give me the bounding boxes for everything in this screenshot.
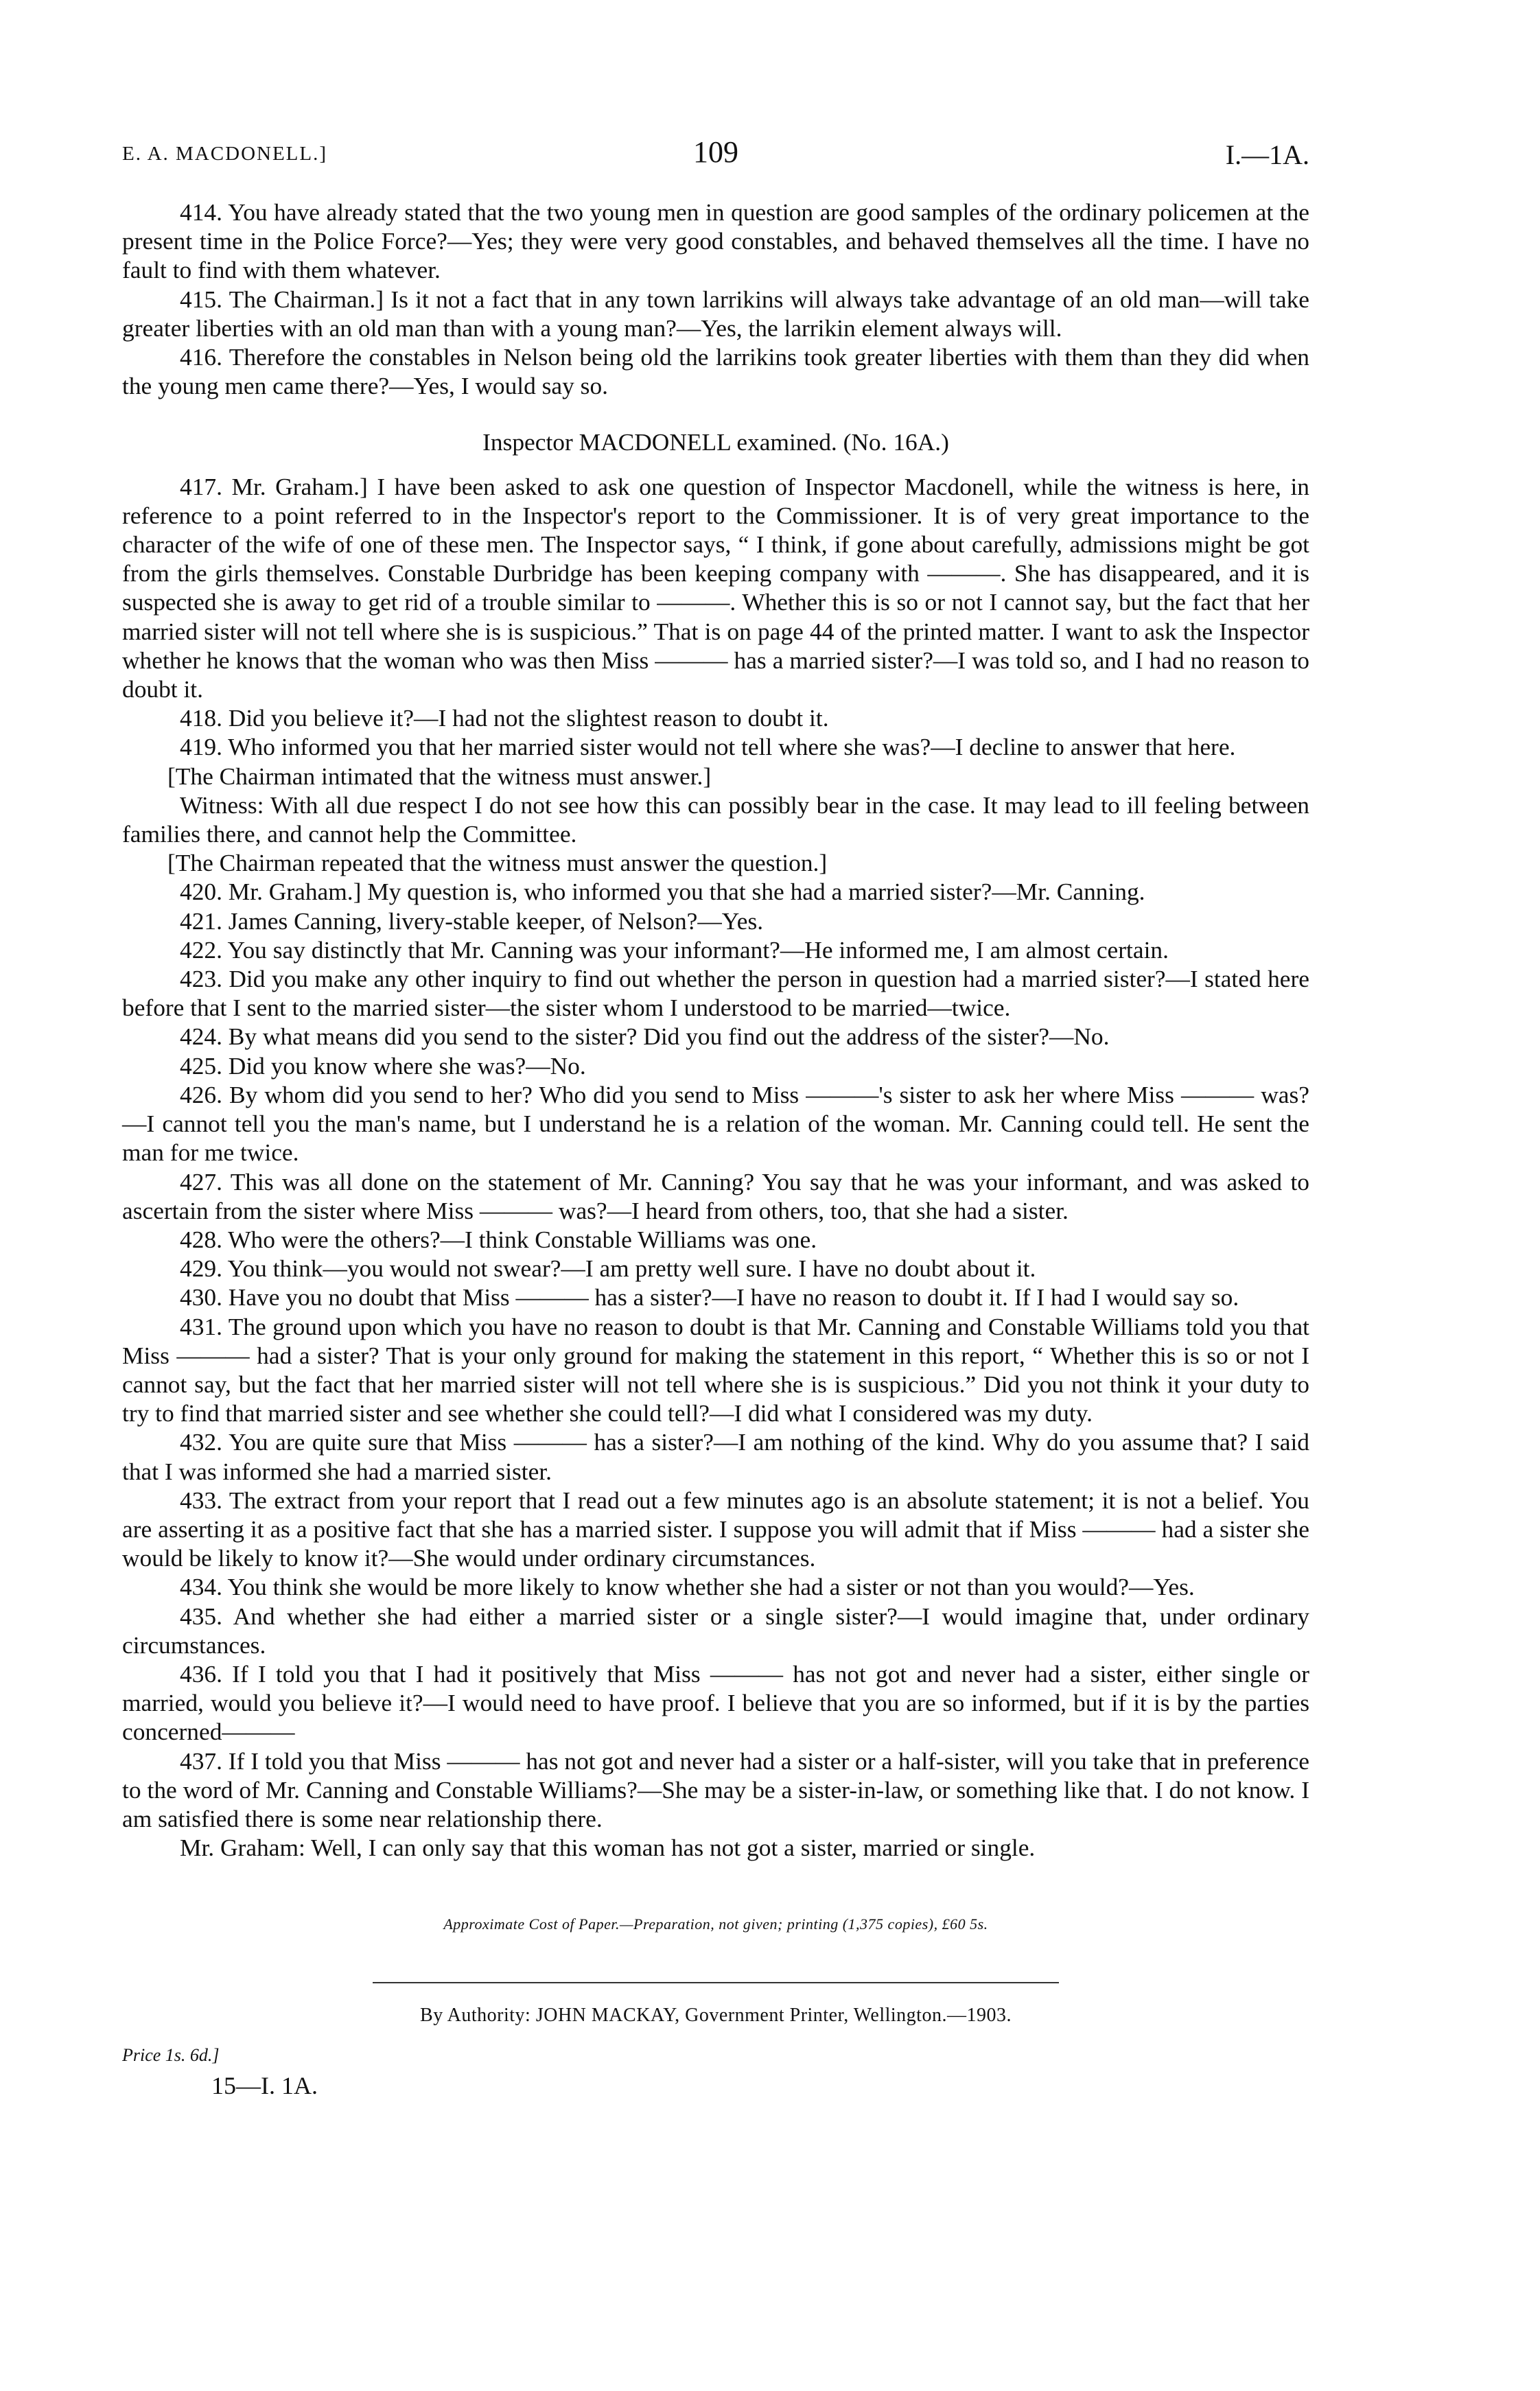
evidence-paragraph: 434. You think she would be more likely to know whether she had a sister or not than you would?—Yes. xyxy=(180,1573,1195,1601)
evidence-paragraph: 430. Have you no doubt that Miss ——— has a sister?—I have no reason to doubt it. If I had I would say so. xyxy=(180,1283,1239,1311)
evidence-paragraph: 426. By whom did you send to her? Who did you send to Miss ———'s sister to ask her where Miss ——— was?—I cannot tell you the man's name, but I understand he is a relation of the woman. Mr. Canning could tell. He sent the man for me twice. xyxy=(122,1080,1309,1167)
evidence-paragraph: 414. You have already stated that the two young men in question are good samples of the ordinary policemen at the present time in the Police Force?—Yes; they were very good constables, and behaved themselves all the time. I have no fault to find with them whatever. xyxy=(122,198,1309,284)
evidence-paragraph: 429. You think—you would not swear?—I am pretty well sure. I have no doubt about it. xyxy=(180,1255,1036,1283)
cost-footnote: Approximate Cost of Paper.—Preparation, not given; printing (1,375 copies), £60 5s. xyxy=(443,1915,988,1933)
evidence-paragraph: 428. Who were the others?—I think Constable Williams was one. xyxy=(180,1225,817,1253)
evidence-paragraph: 415. The Chairman.] Is it not a fact that in any town larrikins will always take advantage of an old man—will take greater liberties with an old man than with a young man?—Yes, the larrikin element always will. xyxy=(122,285,1309,342)
evidence-paragraph: 437. If I told you that Miss ——— has not got and never had a sister or a half-sister, will you take that in preference to the word of Mr. Canning and Constable Williams?—She may be a sister-in-law, or something like that. I do not know. I am satisfied there is some near relationship there. xyxy=(122,1747,1309,1832)
evidence-paragraph: 421. James Canning, livery-stable keeper, of Nelson?—Yes. xyxy=(180,907,764,935)
printer-authority: By Authority: JOHN MACKAY, Government Printer, Wellington.—1903. xyxy=(420,2004,1012,2026)
evidence-main-section xyxy=(122,472,1309,1863)
evidence-before-section xyxy=(122,198,1309,400)
document-body xyxy=(122,198,1309,2100)
price-note: Price 1s. 6d.] xyxy=(122,2044,220,2065)
evidence-paragraph: 416. Therefore the constables in Nelson being old the larrikins took greater liberties with them than they did when the young men came there?—Yes, I would say so. xyxy=(122,343,1309,400)
evidence-paragraph: Mr. Graham: Well, I can only say that this woman has not got a sister, married or single. xyxy=(180,1834,1036,1862)
evidence-paragraph: 432. You are quite sure that Miss ——— has a sister?—I am nothing of the kind. Why do you assume that? I said that I was informed she had a married sister. xyxy=(122,1428,1309,1485)
evidence-paragraph: 435. And whether she had either a married sister or a single sister?—I would imagine that, under ordinary circumstances. xyxy=(122,1602,1309,1659)
evidence-paragraph: 424. By what means did you send to the sister? Did you find out the address of the sister?—No. xyxy=(180,1023,1110,1051)
evidence-paragraph: 433. The extract from your report that I read out a few minutes ago is an absolute statement; it is not a belief. You are asserting it as a positive fact that she has a married sister. I suppose you will admit that if Miss ——— had a sister she would be likely to know it?—She would under ordinary circumstances. xyxy=(122,1486,1309,1572)
page-header xyxy=(122,135,1309,176)
signature-mark: 15—I. 1A. xyxy=(211,2071,318,2099)
evidence-paragraph: 427. This was all done on the statement of Mr. Canning? You say that he was your informant, and was asked to ascertain from the sister where Miss ——— was?—I heard from others, too, that she had a sister. xyxy=(122,1167,1309,1224)
page-number: 109 xyxy=(693,135,738,169)
evidence-paragraph: 436. If I told you that I had it positively that Miss ——— has not got and never had a sister, either single or married, would you believe it?—I would need to have proof. I believe that you are so informed, but if it is by the parties concerned——— xyxy=(122,1659,1309,1746)
evidence-paragraph: 420. Mr. Graham.] My question is, who informed you that she had a married sister?—Mr. Canning. xyxy=(180,878,1145,906)
evidence-paragraph: 431. The ground upon which you have no reason to doubt is that Mr. Canning and Constable Williams told you that Miss ——— had a sister? That is your only ground for making the statement in this report, “ Whether this is so or not I cannot say, but the fact that her married sister will not tell where she is is suspicious.” Did you not think it your duty to try to find that married sister and see whether she could tell?—I did what I considered was my duty. xyxy=(122,1312,1309,1427)
section-heading: Inspector MACDONELL examined. (No. 16A.) xyxy=(482,428,949,456)
evidence-paragraph: 417. Mr. Graham.] I have been asked to ask one question of Inspector Macdonell, while the witness is here, in reference to a point referred to in the Inspector's report to the Commissioner. It is of very great importance to the character of the wife of one of these men. The Inspector says, “ I think, if gone about carefully, admissions might be got from the girls themselves. Constable Durbridge has been keeping company with ———. She has disappeared, and it is suspected she is away to get rid of a trouble similar to ———. Whether this is so or not I cannot say, but the fact that her married sister will not tell where she is is suspicious.” That is on page 44 of the printed matter. I want to ask the Inspector whether he knows that the woman who was then Miss ——— has a married sister?—I was told so, and I had no reason to doubt it. xyxy=(122,472,1309,703)
evidence-paragraph: 418. Did you believe it?—I had not the slightest reason to doubt it. xyxy=(180,704,829,732)
evidence-paragraph: [The Chairman repeated that the witness must answer the question.] xyxy=(167,849,828,877)
evidence-paragraph: 423. Did you make any other inquiry to find out whether the person in question had a married sister?—I stated here before that I sent to the married sister—the sister whom I understood to be married—twice. xyxy=(122,965,1309,1022)
evidence-paragraph: 425. Did you know where she was?—No. xyxy=(180,1051,586,1080)
footer-divider xyxy=(373,1982,1059,1983)
evidence-paragraph: Witness: With all due respect I do not see how this can possibly bear in the case. It may lead to ill feeling between families there, and cannot help the Committee. xyxy=(122,791,1309,848)
header-witness-name: E. A. MACDONELL.] xyxy=(122,143,328,165)
document-page xyxy=(122,135,1309,2100)
evidence-paragraph: [The Chairman intimated that the witness must answer.] xyxy=(167,762,712,790)
evidence-paragraph: 422. You say distinctly that Mr. Canning was your informant?—He informed me, I am almost certain. xyxy=(180,935,1169,964)
evidence-paragraph: 419. Who informed you that her married sister would not tell where she was?—I decline to answer that here. xyxy=(180,733,1236,761)
document-reference: I.—1A. xyxy=(1225,139,1309,170)
